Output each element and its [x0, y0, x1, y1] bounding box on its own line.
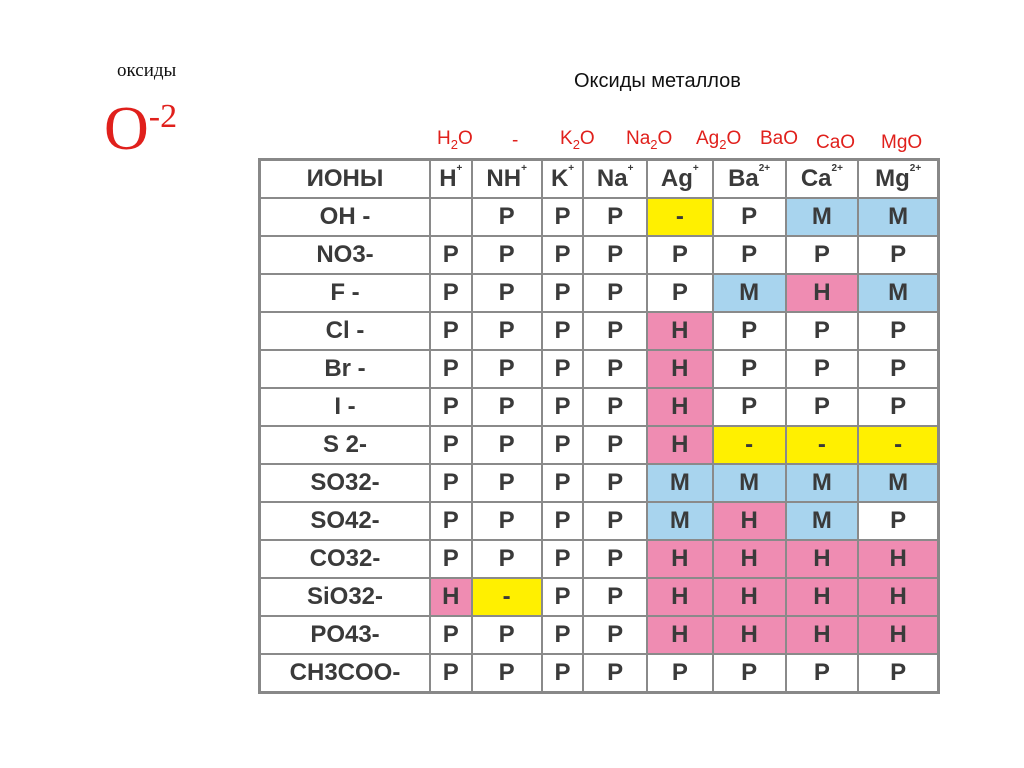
anion-label: S 2-	[260, 426, 431, 464]
solubility-cell: P	[542, 502, 584, 540]
solubility-cell: -	[858, 426, 938, 464]
solubility-cell: H	[786, 540, 859, 578]
table-row	[260, 274, 939, 312]
solubility-cell: H	[786, 616, 859, 654]
table-row	[260, 502, 939, 540]
solubility-cell: P	[713, 198, 786, 236]
oxide-main: Ag	[696, 128, 720, 149]
anion-label: SiO32-	[260, 578, 431, 616]
solubility-cell: -	[472, 578, 542, 616]
solubility-cell: P	[472, 388, 542, 426]
metal-oxides-title: Оксиды металлов	[574, 70, 741, 92]
solubility-cell: P	[542, 274, 584, 312]
solubility-cell: P	[472, 350, 542, 388]
solubility-cell: P	[430, 236, 472, 274]
table-row	[260, 616, 939, 654]
cation-header	[583, 160, 647, 199]
solubility-cell: P	[583, 502, 647, 540]
solubility-cell: P	[542, 350, 584, 388]
solubility-cell: -	[713, 426, 786, 464]
table-row	[260, 236, 939, 274]
cation-header	[542, 160, 584, 199]
oxide-formula-3	[560, 128, 595, 152]
solubility-cell: P	[542, 388, 584, 426]
solubility-cell: P	[583, 198, 647, 236]
oxide-subscript: 2	[572, 136, 580, 152]
solubility-cell: P	[583, 388, 647, 426]
table-row	[260, 198, 939, 236]
oxide-main: H	[437, 128, 451, 149]
solubility-cell: P	[713, 388, 786, 426]
solubility-cell: P	[430, 654, 472, 693]
table-row	[260, 540, 939, 578]
solubility-cell: P	[472, 502, 542, 540]
cation-name: NH	[486, 165, 522, 192]
solubility-cell: P	[713, 236, 786, 274]
table-row	[260, 578, 939, 616]
cation-name: H	[439, 165, 457, 192]
table-row	[260, 464, 939, 502]
oxides-caption: оксиды	[117, 60, 177, 81]
solubility-cell: M	[713, 274, 786, 312]
oxide-formula-4	[626, 128, 672, 152]
cation-header	[713, 160, 786, 199]
solubility-cell: H	[786, 578, 859, 616]
solubility-cell: P	[542, 236, 584, 274]
cation-charge: +	[627, 163, 634, 174]
anion-label: SO42-	[260, 502, 431, 540]
solubility-cell: M	[786, 464, 859, 502]
solubility-cell: P	[713, 350, 786, 388]
solubility-cell: P	[583, 540, 647, 578]
cation-charge: 2+	[831, 163, 843, 174]
solubility-cell: M	[858, 198, 938, 236]
solubility-cell: H	[430, 578, 472, 616]
solubility-cell: P	[542, 578, 584, 616]
cation-header	[858, 160, 938, 199]
solubility-cell: P	[430, 616, 472, 654]
oxide-formula-6	[760, 128, 798, 150]
cation-charge: +	[692, 163, 699, 174]
solubility-cell: H	[713, 616, 786, 654]
solubility-cell: P	[430, 464, 472, 502]
cation-header	[786, 160, 859, 199]
solubility-cell: M	[786, 198, 859, 236]
oxide-main: Na	[626, 128, 651, 149]
solubility-cell: H	[647, 350, 713, 388]
solubility-cell: P	[786, 388, 859, 426]
oxide-subscript: 2	[450, 136, 458, 152]
table-row	[260, 350, 939, 388]
oxide-subscript: 2	[650, 136, 658, 152]
oxide-main: MgO	[881, 132, 923, 153]
oxide-formula-2	[512, 130, 518, 152]
solubility-cell: P	[583, 654, 647, 693]
solubility-cell: H	[786, 274, 859, 312]
solubility-cell: P	[542, 616, 584, 654]
solubility-cell: P	[430, 274, 472, 312]
anion-label: F -	[260, 274, 431, 312]
oxide-main: BaO	[760, 128, 799, 149]
solubility-cell: M	[647, 464, 713, 502]
solubility-cell: H	[858, 540, 938, 578]
cation-name: Ca	[800, 165, 832, 192]
solubility-cell: P	[583, 350, 647, 388]
cation-name: Ba	[728, 165, 759, 192]
table-header-row	[260, 160, 939, 199]
solubility-cell: H	[647, 540, 713, 578]
solubility-cell: H	[647, 426, 713, 464]
solubility-cell: H	[647, 312, 713, 350]
anion-label: Cl -	[260, 312, 431, 350]
solubility-cell: H	[858, 616, 938, 654]
table-row	[260, 654, 939, 693]
solubility-cell: H	[647, 388, 713, 426]
solubility-cell: P	[472, 198, 542, 236]
solubility-cell: P	[583, 312, 647, 350]
oxide-ion-symbol	[104, 95, 178, 163]
solubility-cell: P	[583, 274, 647, 312]
solubility-cell: P	[786, 654, 859, 693]
solubility-cell: P	[472, 312, 542, 350]
anion-label: I -	[260, 388, 431, 426]
oxide-formula-5	[696, 128, 741, 152]
anion-label: PO43-	[260, 616, 431, 654]
solubility-cell: H	[647, 578, 713, 616]
solubility-cell: H	[713, 502, 786, 540]
solubility-cell: P	[472, 540, 542, 578]
solubility-cell: P	[713, 312, 786, 350]
solubility-cell: P	[858, 236, 938, 274]
solubility-cell: H	[647, 616, 713, 654]
cation-name: Na	[596, 165, 628, 192]
solubility-cell: M	[858, 274, 938, 312]
ions-header: ИОНЫ	[260, 160, 431, 199]
solubility-cell: P	[542, 198, 584, 236]
solubility-cell: M	[647, 502, 713, 540]
solubility-cell: P	[647, 236, 713, 274]
table-row	[260, 426, 939, 464]
solubility-cell: P	[583, 578, 647, 616]
solubility-cell: H	[713, 578, 786, 616]
solubility-cell	[430, 198, 472, 236]
solubility-cell: P	[430, 350, 472, 388]
solubility-cell: P	[858, 388, 938, 426]
solubility-cell: P	[786, 350, 859, 388]
cation-charge: +	[456, 163, 463, 174]
oxide-main: K	[560, 128, 573, 149]
anion-label: NO3-	[260, 236, 431, 274]
solubility-cell: P	[583, 464, 647, 502]
solubility-cell: P	[542, 426, 584, 464]
solubility-cell: P	[430, 312, 472, 350]
cation-header	[430, 160, 472, 199]
anion-label: SO32-	[260, 464, 431, 502]
solubility-cell: P	[472, 274, 542, 312]
solubility-cell: P	[430, 540, 472, 578]
oxide-tail: O	[657, 128, 673, 149]
oxide-tail: O	[579, 128, 595, 149]
cation-name: Mg	[875, 165, 910, 192]
solubility-cell: P	[472, 654, 542, 693]
oxide-main: -	[512, 130, 519, 151]
solubility-cell: P	[858, 502, 938, 540]
oxide-formula-8	[881, 132, 922, 154]
solubility-cell: P	[542, 464, 584, 502]
cation-header	[472, 160, 542, 199]
solubility-cell: P	[647, 274, 713, 312]
anion-label: CO32-	[260, 540, 431, 578]
solubility-cell: P	[542, 312, 584, 350]
oxide-main: CaO	[816, 132, 856, 153]
solubility-cell: M	[713, 464, 786, 502]
solubility-cell: P	[583, 236, 647, 274]
solubility-cell: P	[786, 236, 859, 274]
solubility-table	[258, 158, 940, 694]
solubility-cell: H	[858, 578, 938, 616]
anion-label: OH -	[260, 198, 431, 236]
table-row	[260, 388, 939, 426]
oxide-formula-1	[437, 128, 473, 152]
solubility-cell: P	[858, 654, 938, 693]
cation-name: Ag	[660, 165, 693, 192]
solubility-cell: P	[430, 388, 472, 426]
solubility-cell: P	[430, 426, 472, 464]
oxide-formula-7	[816, 132, 855, 154]
cation-name: K	[550, 165, 569, 192]
table-row	[260, 312, 939, 350]
solubility-cell: P	[472, 236, 542, 274]
solubility-cell: M	[786, 502, 859, 540]
solubility-cell: P	[583, 426, 647, 464]
oxide-charge: -2	[148, 98, 178, 135]
oxide-symbol: O	[104, 95, 149, 163]
cation-charge: +	[568, 163, 575, 174]
solubility-cell: H	[713, 540, 786, 578]
solubility-cell: P	[472, 616, 542, 654]
solubility-cell: P	[472, 426, 542, 464]
solubility-cell: P	[786, 312, 859, 350]
cation-header	[647, 160, 713, 199]
solubility-cell: P	[542, 654, 584, 693]
oxide-subscript: 2	[719, 136, 727, 152]
oxide-tail: O	[726, 128, 742, 149]
cation-charge: 2+	[758, 163, 771, 174]
oxide-tail: O	[457, 128, 473, 149]
cation-charge: +	[521, 163, 527, 174]
solubility-cell: P	[858, 312, 938, 350]
solubility-cell: -	[647, 198, 713, 236]
solubility-cell: -	[786, 426, 859, 464]
anion-label: CH3COO-	[260, 654, 431, 693]
solubility-cell: M	[858, 464, 938, 502]
solubility-cell: P	[647, 654, 713, 693]
solubility-cell: P	[583, 616, 647, 654]
solubility-cell: P	[858, 350, 938, 388]
solubility-cell: P	[713, 654, 786, 693]
anion-label: Br -	[260, 350, 431, 388]
solubility-cell: P	[430, 502, 472, 540]
solubility-cell: P	[472, 464, 542, 502]
cation-charge: 2+	[909, 163, 922, 174]
solubility-cell: P	[542, 540, 584, 578]
